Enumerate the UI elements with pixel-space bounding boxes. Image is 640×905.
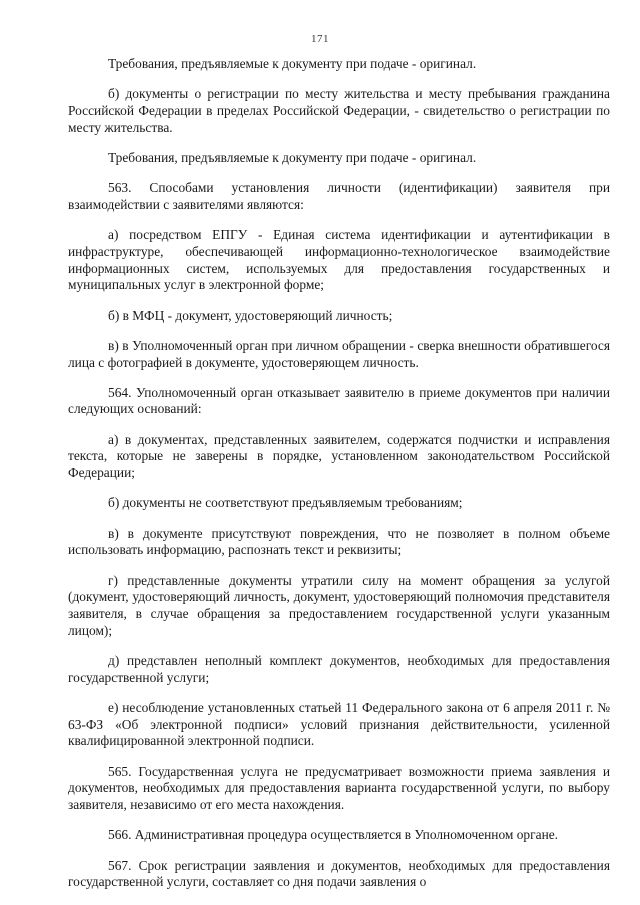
- paragraph-566: 566. Административная процедура осуществляется в Уполномоченном органе.: [108, 827, 559, 843]
- paragraph-registration-documents: б) документы о регистрации по месту жительства и месту пребывания гражданина Российской Федерации в пределах Российской Федерации, - свидетельство о регистрации по месту жительства.: [68, 86, 610, 135]
- document-body: [68, 56, 610, 905]
- paragraph-563: 563. Способами установления личности (идентификации) заявителя при взаимодействии с заявителями являются:: [68, 180, 610, 212]
- paragraph-563-a: а) посредством ЕПГУ - Единая система идентификации и аутентификации в инфраструктуре, обеспечивающей информационно-технологическое взаимодействие информационных систем, используемых для предоставления государственных и муниципальных услуг в электронной форме;: [68, 227, 610, 293]
- paragraph-563-v: в) в Уполномоченный орган при личном обращении - сверка внешности обратившегося лица с фотографией в документе, удостоверяющем личность.: [68, 337, 610, 370]
- paragraph-564-b: б) документы не соответствуют предъявляемым требованиям;: [108, 495, 463, 511]
- paragraph-requirements-original-2: Требования, предъявляемые к документу при подаче - оригинал.: [108, 149, 477, 165]
- paragraph-563-b: б) в МФЦ - документ, удостоверяющий личность;: [108, 307, 393, 323]
- paragraph-564: 564. Уполномоченный орган отказывает заявителю в приеме документов при наличии следующих оснований:: [68, 384, 610, 417]
- page-number: 171: [311, 33, 329, 45]
- paragraph-565: 565. Государственная услуга не предусматривает возможности приема заявления и документов, необходимых для предоставления варианта государственной услуги, по выбору заявителя, независимо от его места нахождения.: [68, 763, 610, 812]
- paragraph-564-d: д) представлен неполный комплект документов, необходимых для предоставления государственной услуги;: [68, 653, 610, 685]
- paragraph-564-a: а) в документах, представленных заявителем, содержатся подчистки и исправления текста, которые не заверены в порядке, установленном законодательством Российской Федерации;: [68, 431, 610, 481]
- paragraph-564-e: е) несоблюдение установленных статьей 11 Федерального закона от 6 апреля 2011 г. № 63-ФЗ «Об электронной подписи» условий признания действительности, усиленной квалифицированной электронной подписи.: [68, 699, 610, 749]
- paragraph-564-v: в) в документе присутствуют повреждения, что не позволяет в полном объеме использовать информацию, распознать текст и реквизиты;: [68, 525, 610, 558]
- paragraph-564-g: г) представленные документы утратили силу на момент обращения за услугой (документ, удостоверяющий личность, документ, удостоверяющий полномочия представителя заявителя, в случае обращения за предоставлением государственной услуги указанным лицом);: [68, 572, 610, 638]
- paragraph-567: 567. Срок регистрации заявления и документов, необходимых для предоставления государственной услуги, составляет со дня подачи заявления о: [68, 857, 610, 890]
- paragraph-requirements-original-1: Требования, предъявляемые к документу при подаче - оригинал.: [108, 56, 477, 71]
